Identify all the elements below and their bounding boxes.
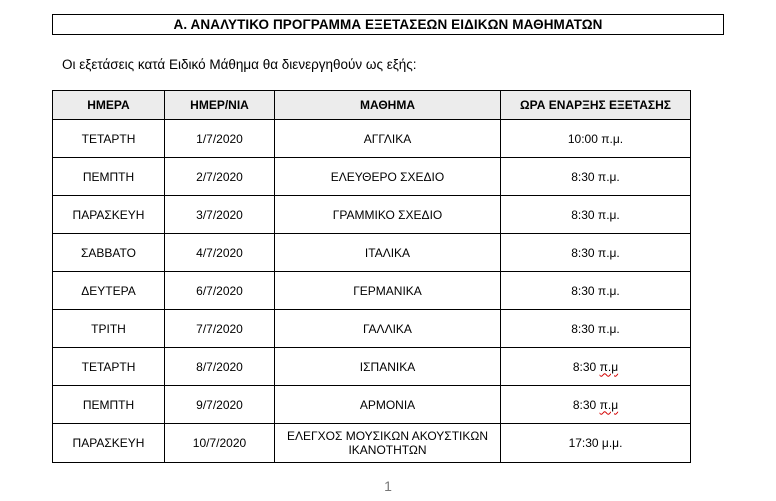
- cell-time: [501, 386, 691, 424]
- cell-date: 8/7/2020: [165, 348, 275, 386]
- header-start-time: ΩΡΑ ΕΝΑΡΞΗΣ ΕΞΕΤΑΣΗΣ: [501, 91, 691, 120]
- table-row: [53, 386, 691, 424]
- cell-time: 8:30 π.μ.: [501, 272, 691, 310]
- cell-time: 8:30 π.μ.: [501, 196, 691, 234]
- cell-subject: ΙΤΑΛΙΚΑ: [275, 234, 501, 272]
- subject-line-2: ΙΚΑΝΟΤΗΤΩΝ: [348, 443, 427, 457]
- cell-time: [501, 348, 691, 386]
- cell-day: ΣΑΒΒΑΤΟ: [53, 234, 165, 272]
- cell-day: ΔΕΥΤΕΡΑ: [53, 272, 165, 310]
- time-value: 8:30: [572, 397, 600, 412]
- document-title: Α. ΑΝΑΛΥΤΙΚΟ ΠΡΟΓΡΑΜΜΑ ΕΞΕΤΑΣΕΩΝ ΕΙΔΙΚΩΝ ΜΑΘΗΜΑΤΩΝ: [52, 14, 724, 35]
- cell-subject: ΓΕΡΜΑΝΙΚΑ: [275, 272, 501, 310]
- cell-time: 17:30 μ.μ.: [501, 424, 691, 463]
- cell-day: ΠΑΡΑΣΚΕΥΗ: [53, 424, 165, 463]
- table-row: [53, 310, 691, 348]
- cell-date: 4/7/2020: [165, 234, 275, 272]
- spellcheck-flagged-text: π.μ: [599, 359, 619, 374]
- time-value: 8:30: [572, 359, 600, 374]
- cell-time: 8:30 π.μ.: [501, 234, 691, 272]
- cell-time: 8:30 π.μ.: [501, 310, 691, 348]
- table-row: [53, 120, 691, 158]
- cell-day: ΤΡΙΤΗ: [53, 310, 165, 348]
- cell-date: 10/7/2020: [165, 424, 275, 463]
- cell-date: 2/7/2020: [165, 158, 275, 196]
- cell-day: ΠΕΜΠΤΗ: [53, 386, 165, 424]
- header-date: ΗΜΕΡ/ΝΙΑ: [165, 91, 275, 120]
- table-row: [53, 196, 691, 234]
- cell-day: ΠΑΡΑΣΚΕΥΗ: [53, 196, 165, 234]
- spellcheck-flagged-text: π.μ: [599, 397, 619, 412]
- cell-subject: ΙΣΠΑΝΙΚΑ: [275, 348, 501, 386]
- table-row: [53, 424, 691, 463]
- exam-schedule-table: [52, 90, 691, 463]
- cell-time: 10:00 π.μ.: [501, 120, 691, 158]
- cell-day: ΠΕΜΠΤΗ: [53, 158, 165, 196]
- subject-line-1: ΕΛΕΓΧΟΣ ΜΟΥΣΙΚΩΝ ΑΚΟΥΣΤΙΚΩΝ: [286, 429, 489, 443]
- table-row: [53, 158, 691, 196]
- cell-day: ΤΕΤΑΡΤΗ: [53, 120, 165, 158]
- cell-date: 7/7/2020: [165, 310, 275, 348]
- cell-subject: ΕΛΕΥΘΕΡΟ ΣΧΕΔΙΟ: [275, 158, 501, 196]
- intro-text: Οι εξετάσεις κατά Ειδικό Μάθημα θα διενεργηθούν ως εξής:: [62, 57, 417, 72]
- cell-subject: [275, 424, 501, 463]
- header-subject: ΜΑΘΗΜΑ: [275, 91, 501, 120]
- page-number: 1: [384, 478, 392, 494]
- header-day: ΗΜΕΡΑ: [53, 91, 165, 120]
- table-header-row: [53, 91, 691, 120]
- cell-subject: ΓΑΛΛΙΚΑ: [275, 310, 501, 348]
- cell-subject: ΓΡΑΜΜΙΚΟ ΣΧΕΔΙΟ: [275, 196, 501, 234]
- table-row: [53, 234, 691, 272]
- cell-subject: ΑΓΓΛΙΚΑ: [275, 120, 501, 158]
- cell-subject: ΑΡΜΟΝΙΑ: [275, 386, 501, 424]
- cell-time: 8:30 π.μ.: [501, 158, 691, 196]
- cell-date: 9/7/2020: [165, 386, 275, 424]
- cell-date: 1/7/2020: [165, 120, 275, 158]
- cell-date: 3/7/2020: [165, 196, 275, 234]
- cell-day: ΤΕΤΑΡΤΗ: [53, 348, 165, 386]
- cell-date: 6/7/2020: [165, 272, 275, 310]
- table-row: [53, 272, 691, 310]
- table-row: [53, 348, 691, 386]
